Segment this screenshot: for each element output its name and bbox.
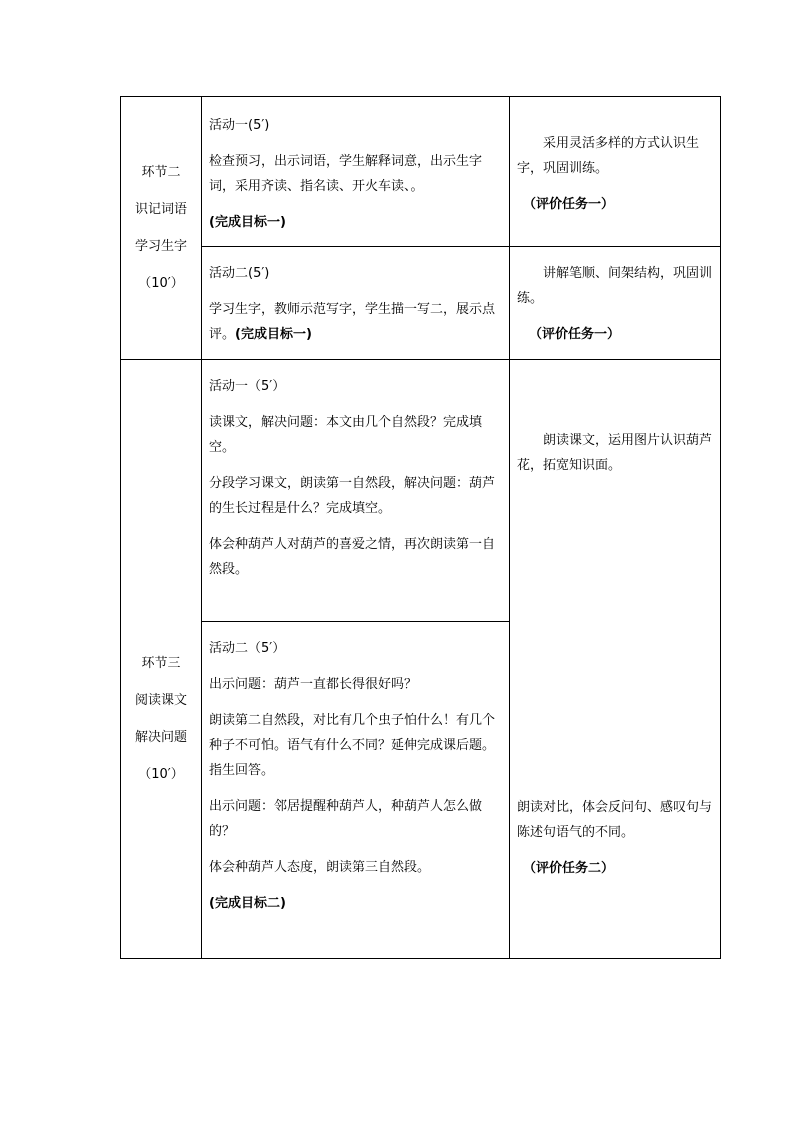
evaluation-task: （评价任务二）: [523, 861, 615, 876]
table-row: [121, 97, 721, 247]
activity-text: [209, 297, 503, 347]
evaluation-cell: [510, 97, 721, 247]
evaluation-text: 朗读课文，运用图片认识葫芦花，拓宽知识面。: [517, 433, 713, 473]
activity-text-body: 学习生字，教师示范写字，学生描一写二，展示点评。: [209, 302, 496, 342]
lesson-plan-table: [120, 96, 721, 959]
activity-text: 检查预习，出示词语，学生解释词意，出示生字词，采用齐读、指名读、开火车读、。: [209, 154, 483, 194]
section-title-line: 环节三: [141, 656, 181, 671]
activity-goal: (完成目标一): [235, 327, 312, 342]
activity-cell: [202, 360, 510, 622]
section-title-line: （10′）: [138, 276, 184, 291]
table-row: [121, 360, 721, 622]
section-title-cell: [121, 97, 202, 360]
activity-text: 朗读第二自然段，对比有几个虫子怕什么！有几个种子不可怕。语气有什么不同？延伸完成课后题。指生回答。: [209, 713, 496, 778]
activity-heading: 活动一（5′）: [209, 379, 286, 394]
activity-heading: 活动一(5′): [209, 118, 270, 133]
activity-text: 体会种葫芦人态度，朗读第三自然段。: [209, 860, 431, 875]
evaluation-text: 朗读对比，体会反问句、感叹句与陈述句语气的不同。: [517, 800, 713, 840]
section-title-cell: [121, 360, 202, 959]
section-title-line: 阅读课文: [134, 693, 187, 708]
evaluation-task: （评价任务一）: [523, 197, 615, 212]
section-title-line: 环节二: [141, 165, 181, 180]
evaluation-task: （评价任务一）: [529, 327, 621, 342]
table-row: [121, 247, 721, 360]
evaluation-cell: [510, 247, 721, 360]
activity-text: 出示问题：邻居提醒种葫芦人，种葫芦人怎么做的？: [209, 799, 483, 839]
section-title-line: 解决问题: [134, 730, 187, 745]
activity-text: 读课文，解决问题：本文由几个自然段？完成填空。: [209, 415, 483, 455]
activity-cell: [202, 247, 510, 360]
activity-cell: [202, 97, 510, 247]
evaluation-cell: [510, 360, 721, 959]
activity-heading: 活动二(5′): [209, 266, 270, 281]
evaluation-text: 采用灵活多样的方式认识生字，巩固训练。: [517, 136, 700, 176]
activity-text: 体会种葫芦人对葫芦的喜爱之情，再次朗读第一自然段。: [209, 537, 496, 577]
section-title-line: 学习生字: [134, 239, 187, 254]
activity-goal: (完成目标二): [209, 896, 286, 911]
activity-text: 分段学习课文，朗读第一自然段，解决问题：葫芦的生长过程是什么？完成填空。: [209, 476, 496, 516]
evaluation-text: 讲解笔顺、间架结构，巩固训练。: [517, 266, 713, 306]
activity-text: 出示问题：葫芦一直都长得很好吗？: [209, 677, 418, 692]
activity-goal: (完成目标一): [209, 215, 286, 230]
activity-heading: 活动二（5′）: [209, 641, 286, 656]
activity-cell: [202, 622, 510, 959]
section-title-line: （10′）: [138, 767, 184, 782]
section-title-line: 识记词语: [134, 202, 187, 217]
